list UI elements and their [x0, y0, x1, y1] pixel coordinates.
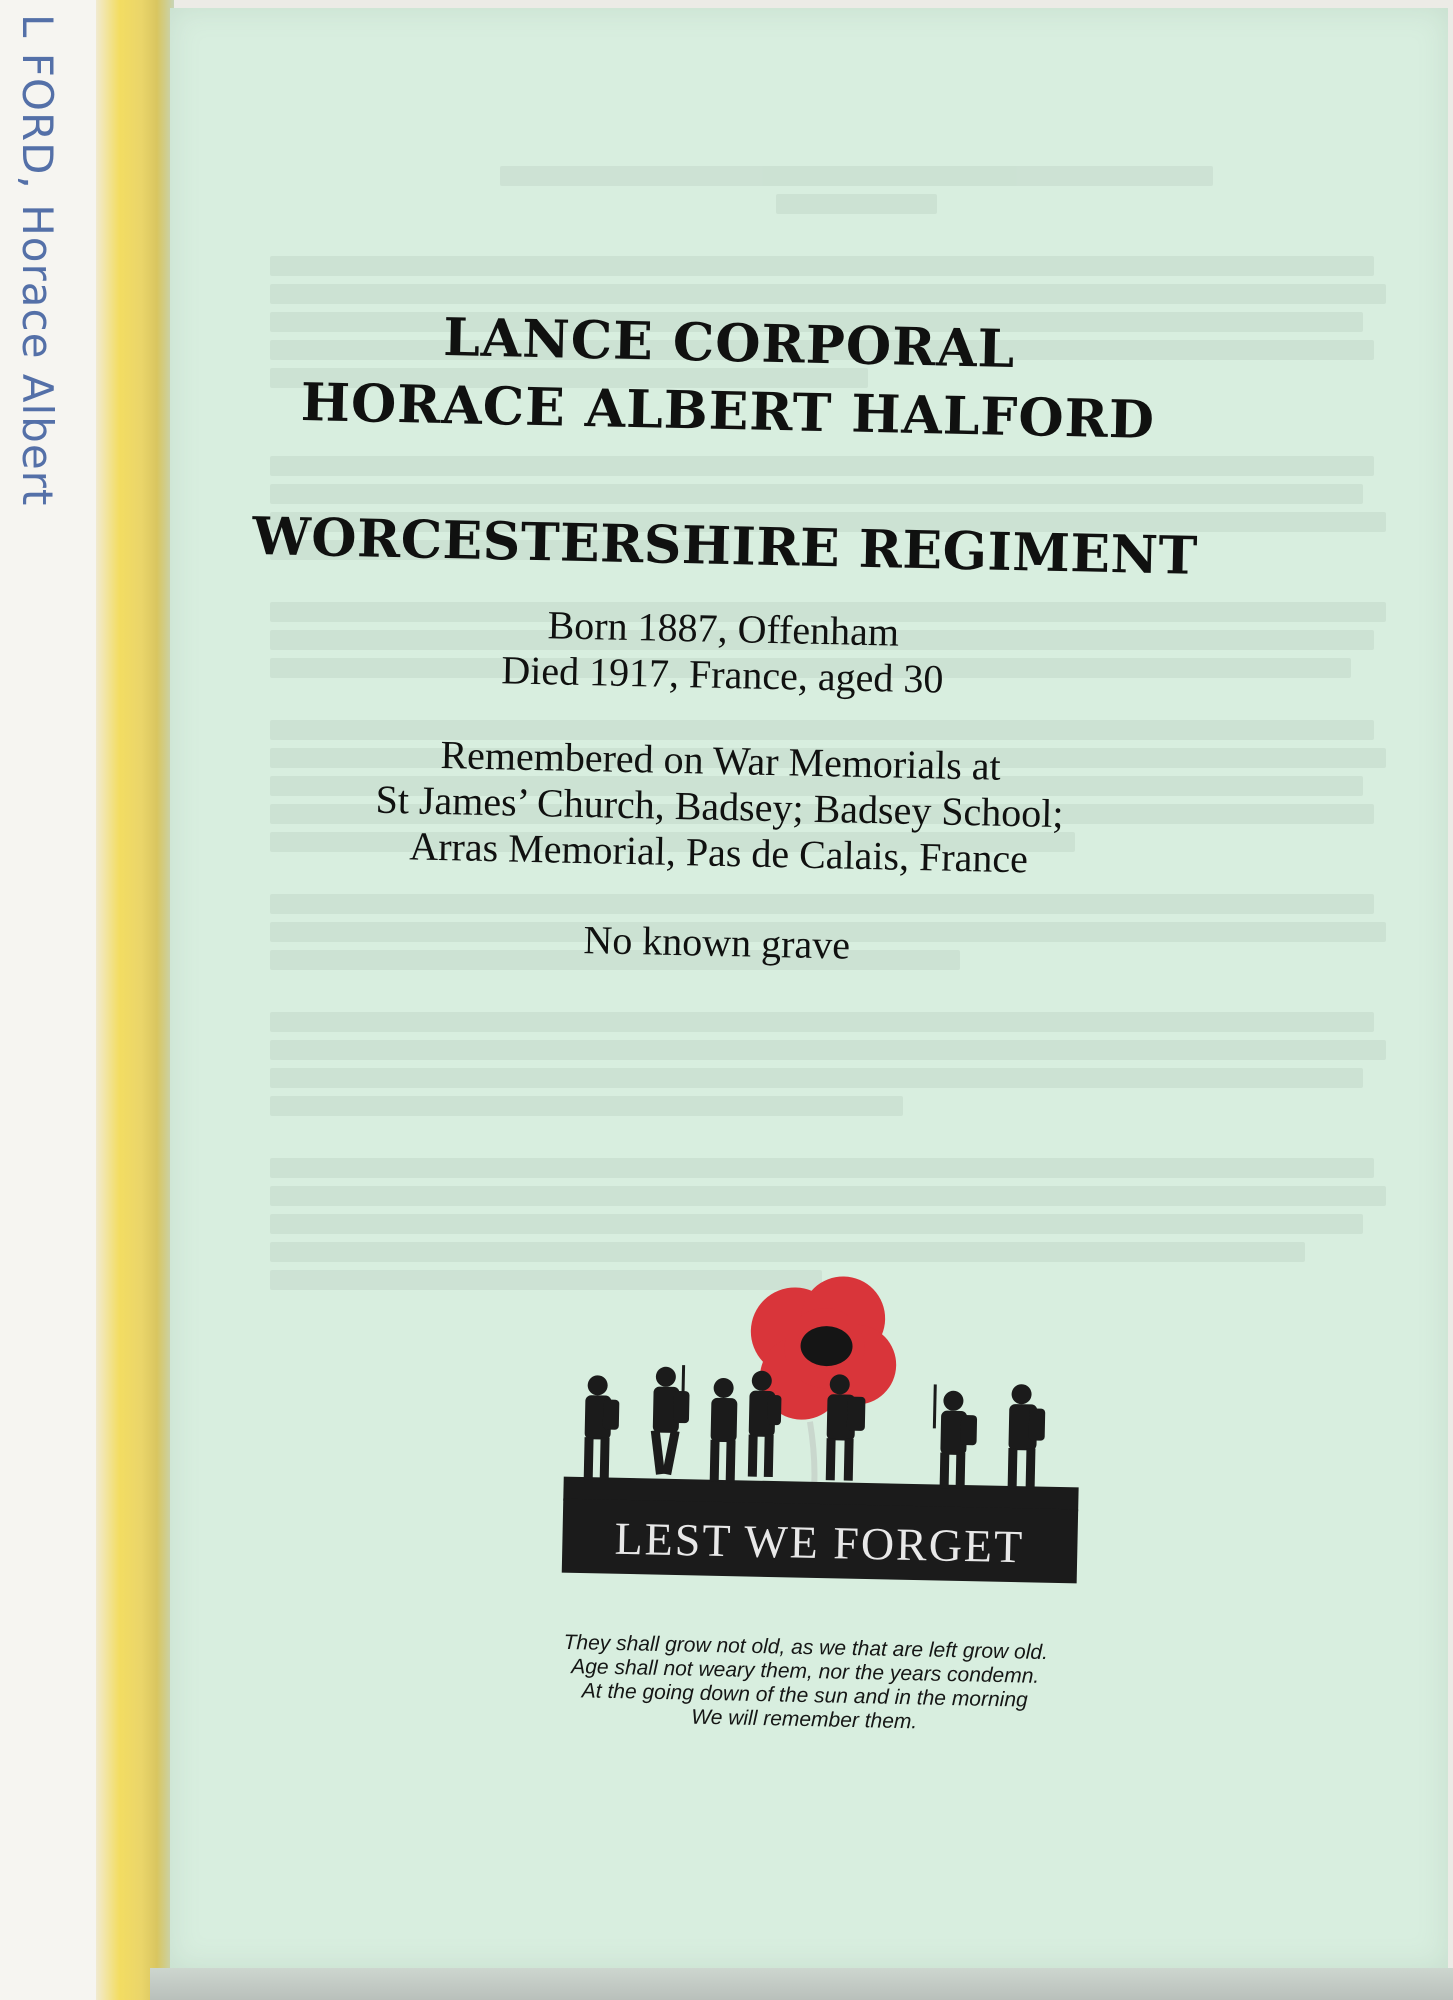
memorial-text	[166, 298, 1279, 977]
remembered-heading: Remembered on War Memorials at	[439, 732, 1002, 789]
regiment-heading: WORCESTERSHIRE REGIMENT	[251, 506, 1199, 587]
memorial-line-1: St James’ Church, Badsey; Badsey School;	[375, 776, 1065, 837]
poppy-soldiers-emblem-icon	[552, 1254, 1089, 1585]
page-bottom-edge	[150, 1968, 1453, 2000]
rank-heading: LANCE CORPORAL	[442, 307, 1016, 380]
lest-we-forget-emblem	[552, 1254, 1089, 1585]
plastic-sleeve-edge	[96, 0, 174, 2000]
remembrance-poem	[329, 1626, 1281, 1742]
poem-line-1: They shall grow not old, as we that are left grow old.	[563, 1630, 1049, 1665]
born-line: Born 1887, Offenham	[547, 602, 900, 655]
poem-line-4: We will remember them.	[691, 1705, 918, 1734]
handwritten-spine-label: L FORD, Horace Albert	[13, 14, 62, 507]
poem-line-2: Age shall not weary them, nor the years condemn.	[571, 1655, 1040, 1688]
poem-line-3: At the going down of the sun and in the morning	[581, 1679, 1028, 1712]
banner-text: LEST WE FORGET	[614, 1512, 1025, 1573]
grave-line: No known grave	[582, 917, 851, 968]
died-line: Died 1917, France, aged 30	[500, 647, 944, 702]
name-heading: HORACE ALBERT HALFORD	[300, 372, 1156, 451]
memorial-line-2: Arras Memorial, Pas de Calais, France	[408, 823, 1029, 882]
